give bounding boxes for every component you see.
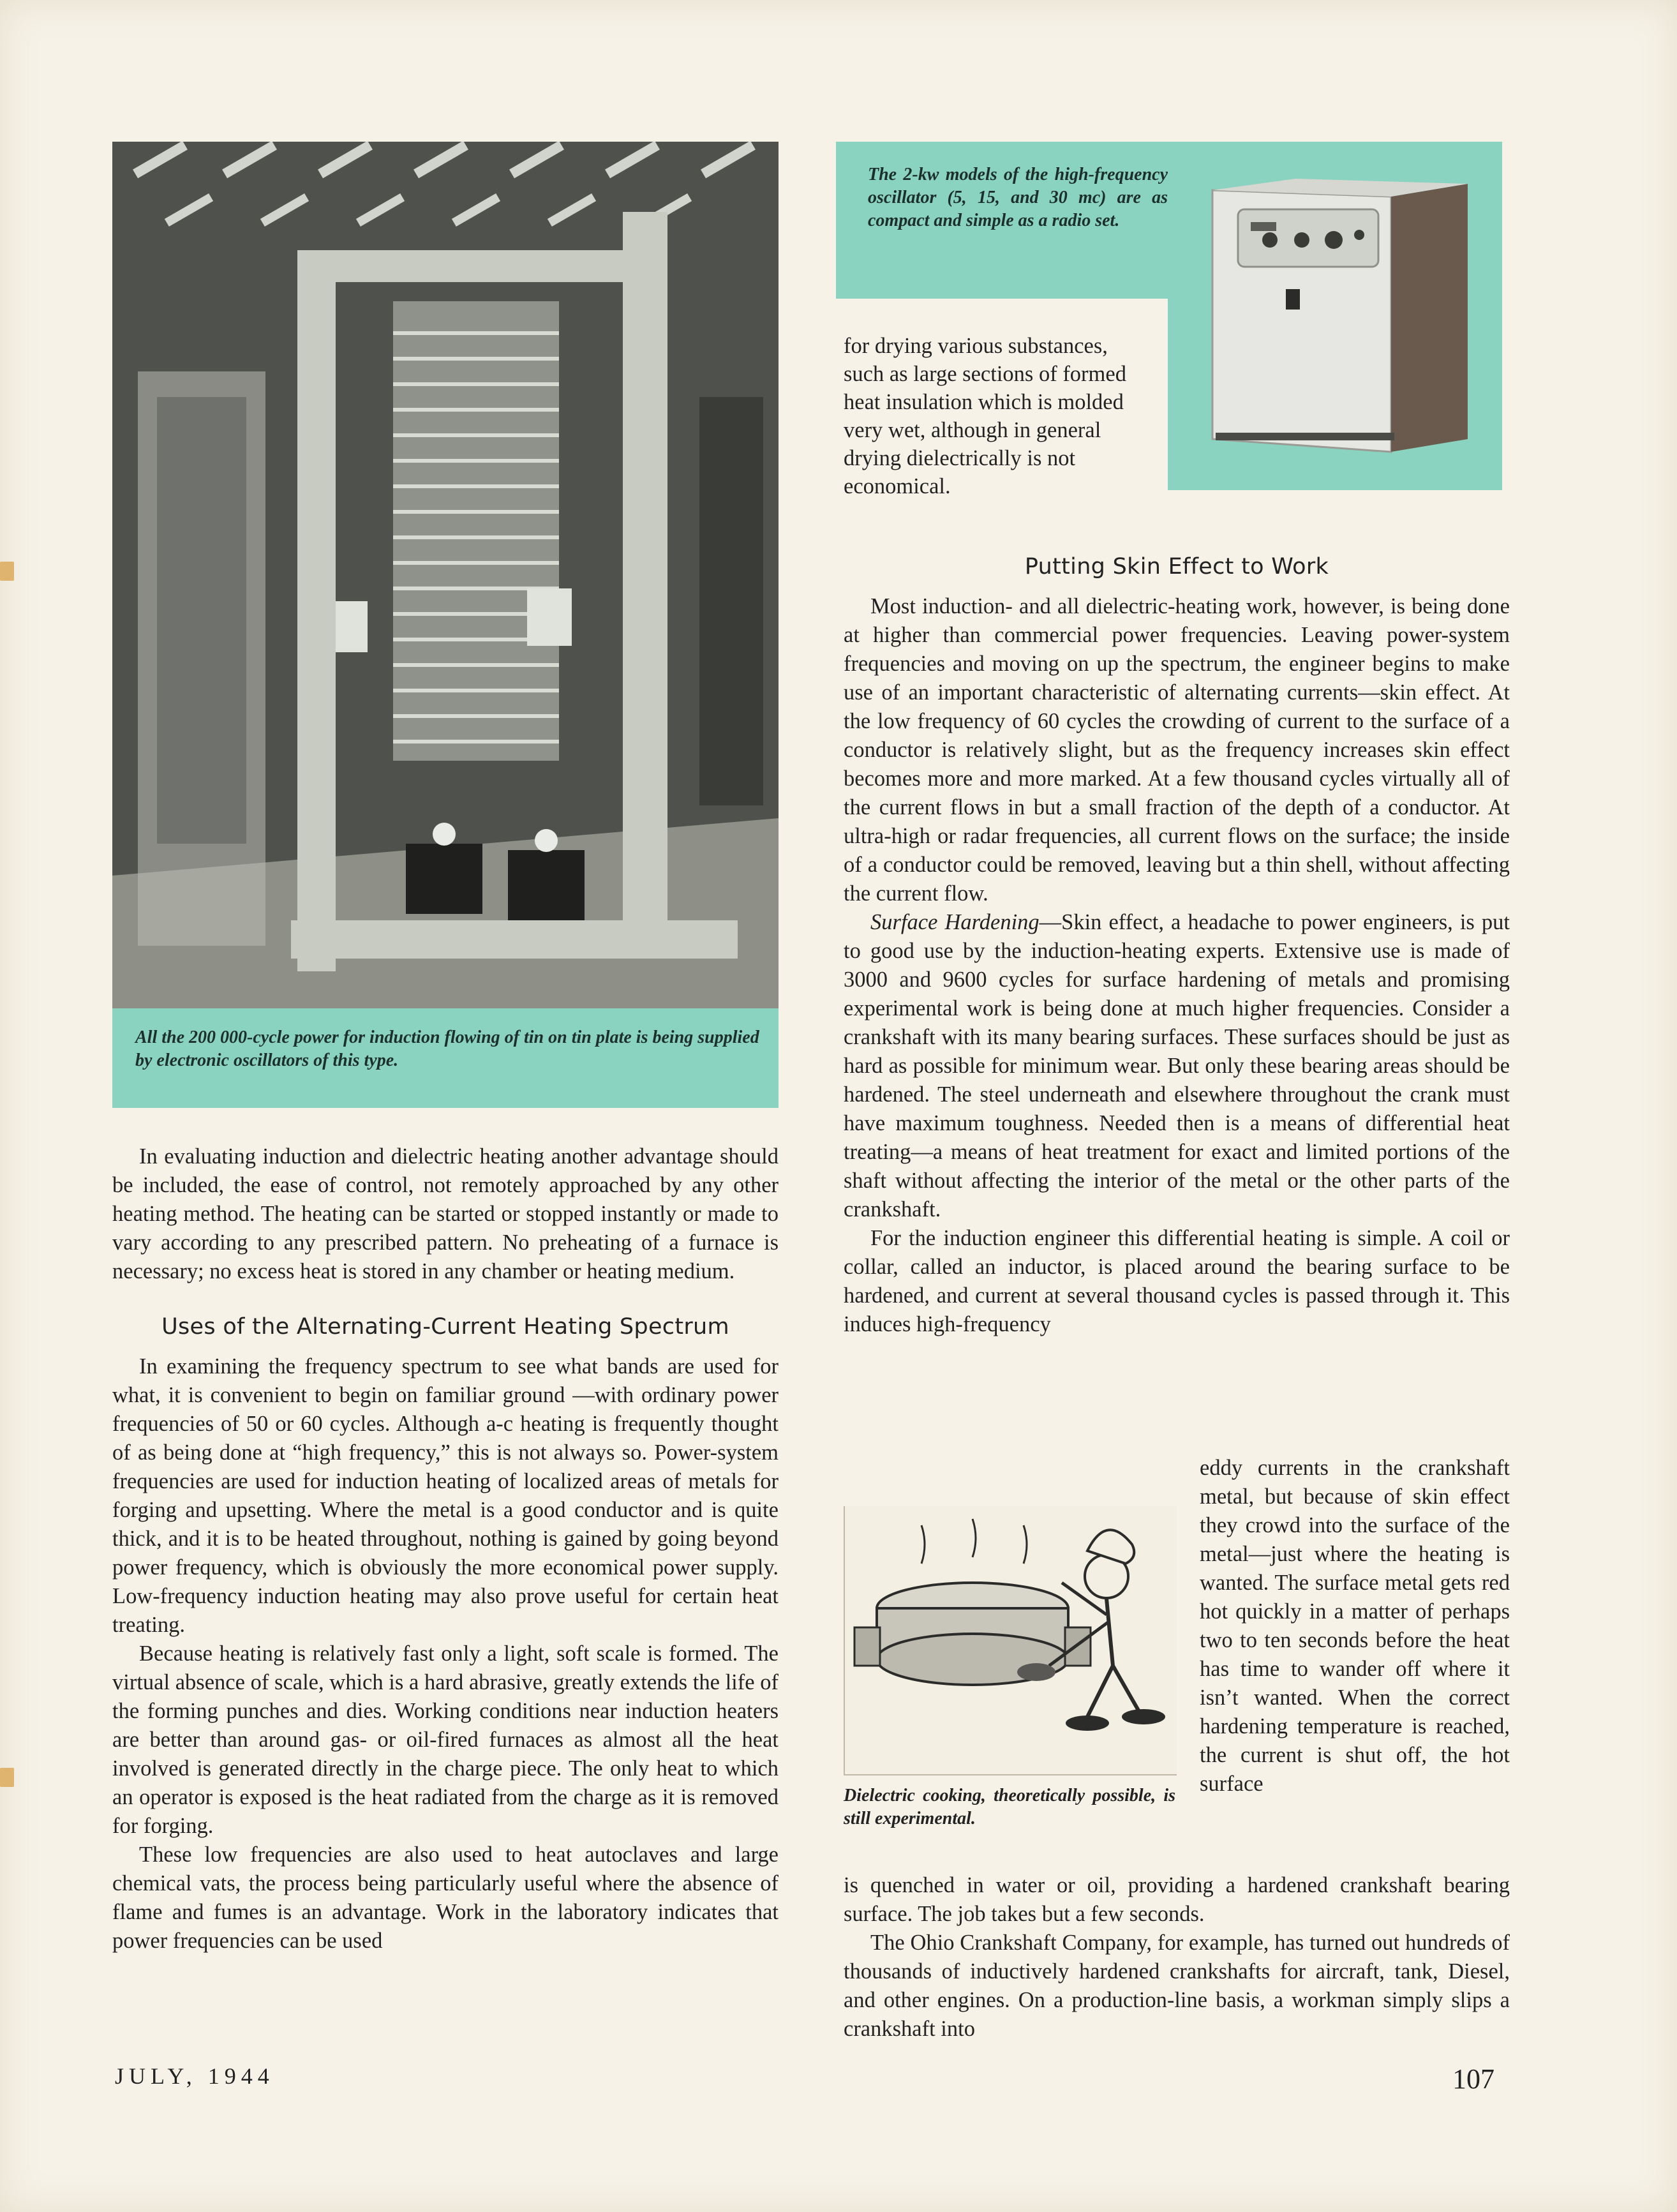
issue-date: JULY, 1944	[115, 2063, 274, 2089]
right-para-drying: for drying various substances, such as large sections of formed heat insulation which is molded very wet, although in general drying dielectrically is not economical.	[844, 334, 1126, 498]
right-para-ohio-crankshaft: The Ohio Crankshaft Company, for example, has turned out hundreds of thousands of inductively hardened crankshafts for aircraft, tank, Diesel, and other engines. On a production-line basis, a workman simply slips a crankshaft into	[844, 1931, 1510, 2041]
oscillator-caption: The 2-kw models of the high-frequency oscillator (5, 15, and 30 mc) are as compact and simple as a radio set.	[868, 165, 1168, 230]
runin-surface-hardening: Surface Hardening	[870, 910, 1040, 934]
oscillator-row-illustration	[112, 142, 779, 1008]
left-para-frequency-spectrum: In examining the frequency spectrum to see what bands are used for what, it is convenient to begin on familiar ground —with ordinary power frequencies of 50 or 60 cycles. Although a-c heating is frequently thought of as being done at “high frequency,” this is not always so. Power-system frequencies are used for induction heating of localized areas of metals for forging and upsetting. Where the metal is a good conductor and is quite thick, and it is to be heated throughout, nothing is gained by going beyond power frequency, which is obviously the more economical power supply. Low-frequency induction heating may also prove useful for certain heat treating.	[112, 1354, 779, 1637]
page-edge-mark	[0, 562, 14, 581]
right-para-eddy-currents: eddy currents in the crankshaft metal, but because of skin effect they crowd into the surface of the metal—just where the heating is wanted. The surface metal gets red hot quickly in a matter of perhaps two to ten seconds before the heat has time to wander off where it isn’t wanted. When the correct hardening temperature is reached, the current is shut off, the hot surface	[1200, 1456, 1510, 1796]
chef-cooking-illustration	[845, 1506, 1177, 1774]
oscillator-row-photo	[112, 142, 779, 1008]
left-para-ease-of-control: In evaluating induction and dielectric heating another advantage should be included, the ease of control, not remotely approached by any other heating method. The heating can be started or stopped instantly or made to vary according to any prescribed pattern. No preheating of a furnace is necessary; no excess heat is stored in any chamber or heating medium.	[112, 1144, 779, 1283]
right-para-skin-effect: Most induction- and all dielectric-heating work, however, is being done at higher than commercial power frequencies. Leaving power-system frequencies and moving on up the spectrum, the engineer begins to make use of an important characteristic of alternating currents—skin effect. At the low frequency of 60 cycles the crowding of current to the surface of a conductor is relatively slight, but as the frequency increases skin effect becomes more and more marked. At a few thousand cycles virtually all of the current flows in but a small fraction of the depth of a conductor. At ultra-high or radar frequencies, all current flows on the surface; the inside of a conductor could be removed, leaving but a thin shell, without affecting the current flow.	[844, 594, 1510, 906]
heading-skin-effect: Putting Skin Effect to Work	[1024, 554, 1329, 579]
oscillator-caption-wrap	[868, 163, 1168, 232]
page-edge-mark	[0, 1768, 14, 1787]
right-para-surface-hardening	[844, 908, 1510, 1224]
left-para-scale: Because heating is relatively fast only a light, soft scale is formed. The virtual absence of scale, which is a hard abrasive, greatly extends the life of the forming punches and dies. Working conditions near induction heaters are better than around gas- or oil-fired furnaces as almost all the heat involved is generated directly in the charge piece. The only heat to which an operator is exposed is the heat radiated from the charge as it is removed for forging.	[112, 1641, 779, 1838]
right-para-quenched: is quenched in water or oil, providing a hardened crankshaft bearing surface. The job takes but a few seconds.	[844, 1873, 1510, 1926]
right-para-drying-wrap	[844, 332, 1144, 500]
page-number: 107	[1452, 2063, 1494, 2095]
left-photo-caption-box	[112, 1008, 779, 1108]
left-photo-caption: All the 200 000-cycle power for induction flowing of tin on tin plate is being supplied by electronic oscillators of this type.	[135, 1028, 759, 1070]
cartoon-figure	[844, 1506, 1175, 1830]
cartoon-caption: Dielectric cooking, theoretically possible, is still experimental.	[844, 1786, 1175, 1828]
left-para-low-frequencies: These low frequencies are also used to heat autoclaves and large chemical vats, the process being particularly useful where the absence of flame and fumes is an advantage. Work in the laboratory indicates that power frequencies can be used	[112, 1842, 779, 1953]
surface-hardening-text: —Skin effect, a headache to power engineers, is put to good use by the induction-heating experts. Extensive use is made of 3000 and 9600 cycles for surface hardening of metals and promising experimental work is being done at much higher frequencies. Consider a crankshaft with its many bearing surfaces. These surfaces should be just as hard as possible for minimum wear. But only these bearing areas should be hardened. The steel underneath and elsewhere throughout the crank must have maximum toughness. Needed then is a means of differential heat treating—a means of heat treatment for exact and limited portions of the shaft without affecting the interior of the metal or the other parts of the crankshaft.	[844, 910, 1510, 1222]
oscillator-cabinet-photo	[1200, 171, 1480, 458]
right-column-text	[844, 554, 1510, 1339]
right-column-bottom-text	[844, 1871, 1510, 2044]
left-photo-figure	[112, 142, 779, 1108]
right-para-eddy-wrap	[1200, 1454, 1510, 1798]
oscillator-cabinet-illustration	[1200, 171, 1480, 458]
cartoon-panel	[844, 1506, 1177, 1775]
heading-uses-of-spectrum: Uses of the Alternating-Current Heating Spectrum	[161, 1314, 729, 1340]
right-para-differential-heating: For the induction engineer this differential heating is simple. A coil or collar, called an inductor, is placed around the bearing surface to be hardened, and current at several thousand cycles is passed through it. This induces high-frequency	[844, 1226, 1510, 1336]
left-column-text	[112, 1142, 779, 1955]
